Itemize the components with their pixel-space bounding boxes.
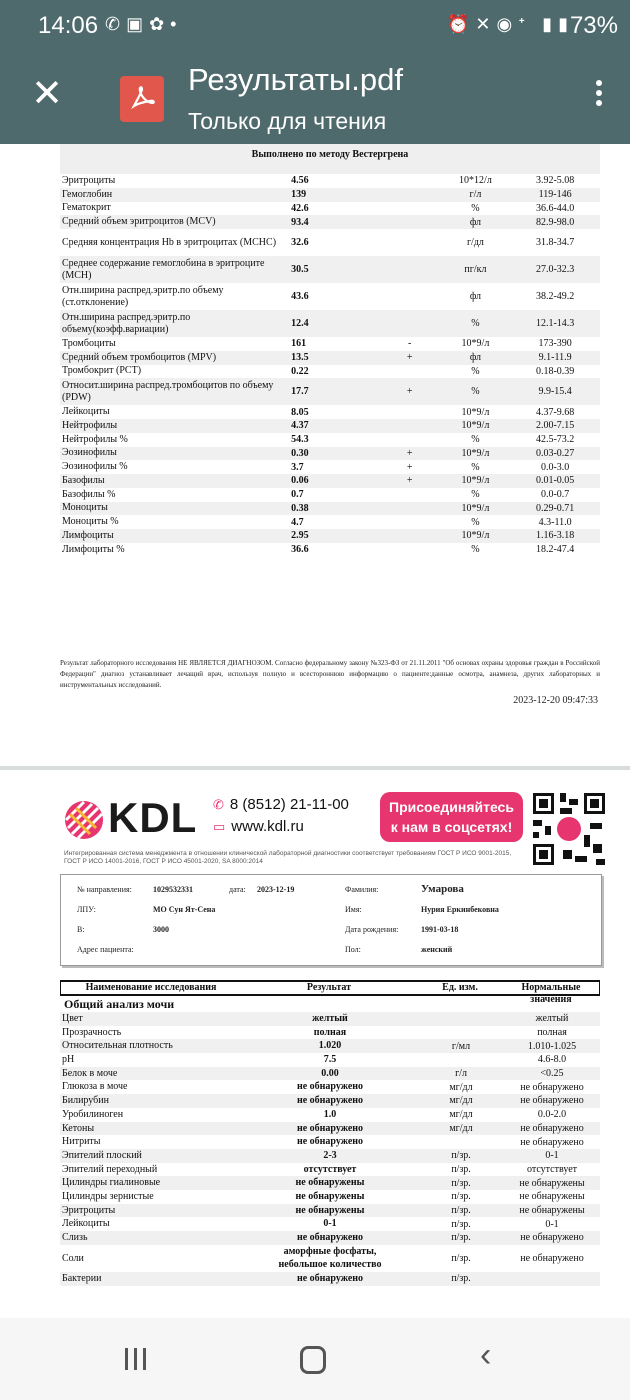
test-norm: 82.9-98.0: [535, 216, 575, 228]
patient-dob: 1991-03-18: [421, 925, 459, 934]
test-norm: 0.03-0.27: [535, 447, 575, 459]
test-unit: 10*9/л: [461, 475, 490, 487]
test-value: не обнаружены: [295, 1204, 365, 1216]
test-name: Слизь: [62, 1232, 88, 1243]
table-row: [60, 1217, 600, 1231]
recent-apps-icon[interactable]: [125, 1348, 152, 1375]
test-norm: 9.9-15.4: [538, 386, 572, 398]
table-row: [60, 1094, 600, 1108]
patient-name: Нурия Еркинбековна: [421, 905, 499, 914]
lpu-value: МО Сун Ят-Сена: [153, 905, 216, 914]
test-value: 1.020: [318, 1040, 342, 1052]
test-norm: 4.37-9.68: [535, 406, 575, 418]
test-name: Кетоны: [62, 1122, 95, 1134]
referral-date: 2023-12-19: [257, 885, 295, 894]
pdf-page-1: [0, 144, 630, 766]
table-row: [60, 1122, 600, 1136]
test-unit: мг/дл: [449, 1081, 473, 1093]
test-value: 32.6: [291, 237, 309, 248]
table-row: [60, 229, 600, 256]
test-norm: не обнаружено: [520, 1136, 584, 1148]
test-value: 0.00: [321, 1067, 339, 1079]
test-name: Уробилиноген: [62, 1108, 124, 1120]
section-title: Общий анализ мочи: [64, 997, 175, 1011]
test-norm: полная: [537, 1027, 567, 1039]
test-value: не обнаружены: [295, 1177, 365, 1189]
table-row: [60, 502, 600, 516]
doctor-value: 3000: [153, 925, 169, 934]
table-row: [60, 310, 600, 337]
test-value: аморфные фосфаты, небольшое количество: [278, 1245, 382, 1271]
test-value: 2-3: [323, 1149, 337, 1161]
test-unit: г/мл: [451, 1040, 471, 1052]
table-row: [60, 378, 600, 405]
patient-surname: Умарова: [421, 883, 464, 895]
test-norm: 0.01-0.05: [535, 475, 575, 487]
test-norm: <0.25: [540, 1068, 564, 1080]
test-name: pH: [62, 1054, 75, 1066]
test-value: 0.7: [291, 489, 304, 501]
test-name: Нитриты: [62, 1136, 101, 1148]
test-norm: 4.6-8.0: [537, 1054, 567, 1066]
test-name: Относит.ширина распред.тромбоцитов по объему (PDW): [62, 379, 274, 403]
back-icon[interactable]: ‹: [480, 1336, 492, 1374]
test-unit: п/зр.: [451, 1163, 471, 1175]
table-row: [60, 1149, 600, 1163]
test-norm: 173-390: [538, 338, 572, 350]
document-subtitle: Только для чтения: [188, 108, 387, 134]
test-value: 7.5: [323, 1054, 337, 1066]
test-name: Соли: [62, 1252, 84, 1264]
disclaimer: Результат лабораторного исследования НЕ ЯВЛЯЕТСЯ ДИАГНОЗОМ. Согласно федеральному закону №323-ФЗ от 21.11.2011 "Об основах охраны здоровья граждан в Российской Федерации" диагноз устанавливает лечащий врач, используя полную и всестороннюю информацию о пациенте:данные осмотра, анамнеза, других лабораторных и инструментальных исследований.: [60, 659, 600, 689]
status-time: 14:06: [38, 12, 99, 39]
test-value: 54.3: [291, 434, 309, 446]
more-vert-icon[interactable]: [594, 76, 604, 116]
test-unit: 10*9/л: [461, 406, 490, 418]
table-row: [60, 283, 600, 310]
test-name: Отн.ширина распред.эритр.по объему (ст.отклонение): [62, 284, 224, 308]
test-norm: не обнаружено: [520, 1232, 584, 1244]
test-name: Лимфоциты: [62, 529, 114, 541]
test-name: Прозрачность: [62, 1026, 122, 1038]
table-row: [60, 1176, 600, 1190]
table-row: [60, 1053, 600, 1067]
test-name: Билирубин: [62, 1095, 109, 1107]
test-value: 36.6: [291, 544, 309, 556]
table-row: [60, 447, 600, 461]
test-norm: 0.0-0.7: [540, 489, 570, 501]
test-norm: желтый: [535, 1013, 569, 1025]
patient-sex: женский: [421, 945, 453, 954]
test-norm: 36.6-44.0: [535, 202, 575, 214]
test-name: Эозинофилы: [62, 447, 117, 459]
test-flag: +: [406, 352, 413, 364]
test-unit: 10*12/л: [459, 175, 492, 187]
test-value: не обнаружено: [296, 1136, 364, 1148]
test-norm: не обнаружено: [520, 1252, 584, 1264]
method-note: Выполнено по методу Вестергрена: [60, 144, 600, 174]
test-unit: мг/дл: [449, 1109, 473, 1121]
test-flag: +: [406, 475, 413, 487]
test-value: не обнаружено: [296, 1081, 364, 1093]
table-row: [60, 1204, 600, 1218]
test-value: 43.6: [291, 291, 309, 302]
test-value: 1.0: [323, 1108, 337, 1120]
patient-info-box: № направления: 1029532331 дата: 2023-12-19 Фамилия: Умарова ЛПУ: МО Сун Ят-Сена Имя: Нурия Еркинбековна В: 3000 Дата рождения: 1991-03-18 Адрес пациента: Пол: женский: [60, 874, 602, 966]
test-name: Тромбокрит (PCT): [62, 365, 142, 377]
social-promo-banner: Присоединяйтесь к нам в соцсетях!: [380, 792, 523, 842]
table-row: [60, 365, 600, 379]
test-norm: 18.2-47.4: [535, 544, 575, 556]
table-row: [60, 351, 600, 365]
test-unit: п/зр.: [451, 1204, 471, 1216]
test-unit: пг/кл: [464, 264, 487, 275]
test-value: не обнаружены: [295, 1190, 365, 1202]
test-flag: +: [406, 447, 413, 459]
test-name: Средняя концентрация Hb в эритроцитах (MCHC): [62, 236, 277, 248]
table-row: [60, 474, 600, 488]
table-row: [60, 174, 600, 188]
test-unit: %: [471, 461, 480, 473]
brand-logo-text: KDL: [108, 794, 198, 841]
test-name: Базофилы %: [62, 488, 116, 500]
test-norm: не обнаружены: [519, 1177, 585, 1189]
test-unit: п/зр.: [451, 1218, 471, 1230]
test-name: Эритроциты: [62, 174, 116, 186]
table-row: [60, 1108, 600, 1122]
home-icon[interactable]: [300, 1346, 326, 1374]
test-name: Эритроциты: [62, 1204, 116, 1216]
table-row: [60, 1012, 600, 1026]
test-norm: 0.18-0.39: [535, 365, 575, 377]
table-row: [60, 256, 600, 283]
test-name: Лимфоциты %: [62, 543, 125, 555]
test-value: полная: [313, 1026, 347, 1038]
table-row: [60, 488, 600, 502]
pdf-file-icon: [120, 76, 164, 122]
test-value: 2.95: [291, 530, 309, 542]
pdf-page-2: [0, 770, 630, 1318]
contact-site: ▭ www.kdl.ru: [213, 818, 304, 835]
test-name: Цилиндры зернистые: [62, 1190, 154, 1202]
phone-icon: ✆: [213, 797, 224, 812]
status-bar: [0, 0, 630, 52]
test-name: Эозинофилы %: [62, 461, 128, 473]
table-row: [60, 215, 600, 229]
system-nav-bar: [0, 1318, 630, 1400]
test-name: Бактерии: [62, 1273, 102, 1285]
kdl-logo-icon: [64, 800, 104, 840]
test-unit: %: [471, 318, 480, 329]
test-name: Глюкоза в моче: [62, 1081, 128, 1093]
test-value: не обнаружено: [296, 1273, 364, 1285]
test-unit: %: [471, 516, 480, 528]
table-row: [60, 460, 600, 474]
table-row: [60, 1080, 600, 1094]
test-name: Эпителий переходный: [62, 1163, 158, 1175]
test-unit: 10*9/л: [461, 338, 490, 350]
test-norm: 2.00-7.15: [535, 420, 575, 432]
table-row: [60, 1272, 600, 1286]
test-value: 93.4: [291, 216, 309, 228]
table-row: [60, 515, 600, 529]
table-row: [60, 1026, 600, 1040]
test-norm: 0.0-2.0: [537, 1109, 567, 1121]
test-name: Моноциты %: [62, 516, 119, 528]
table-row: [60, 1163, 600, 1177]
test-flag: +: [406, 386, 413, 398]
test-norm: 12.1-14.3: [535, 318, 575, 329]
test-unit: фл: [469, 216, 482, 228]
test-flag: -: [408, 338, 412, 350]
test-name: Нейтрофилы: [62, 419, 118, 431]
test-unit: мг/дл: [449, 1122, 473, 1134]
contact-phone: ✆ 8 (8512) 21-11-00: [213, 796, 349, 813]
table-row: [60, 1135, 600, 1149]
test-name: Тромбоциты: [62, 337, 116, 349]
test-value: отсутствует: [303, 1163, 357, 1175]
test-norm: 38.2-49.2: [535, 291, 575, 302]
table-row: [60, 529, 600, 543]
test-name: Цвет: [62, 1013, 83, 1024]
table-row: [60, 405, 600, 419]
table-row: [60, 1190, 600, 1204]
test-unit: 10*9/л: [461, 447, 490, 459]
test-unit: п/зр.: [451, 1150, 471, 1162]
test-unit: п/зр.: [451, 1191, 471, 1203]
test-norm: отсутствует: [526, 1163, 578, 1175]
table-row: [60, 1039, 600, 1053]
table-row: [60, 1067, 600, 1081]
test-name: Лейкоциты: [62, 406, 110, 418]
test-norm: 0-1: [545, 1150, 559, 1162]
battery-percent: 73%: [569, 12, 618, 39]
test-value: 161: [291, 338, 307, 350]
test-value: желтый: [312, 1013, 348, 1024]
test-value: 30.5: [291, 264, 309, 275]
system-icons: ⏰✕◉ᐩ ▮▮: [446, 14, 574, 34]
urine-test-table: [60, 980, 600, 1286]
test-value: 42.6: [291, 202, 309, 214]
test-unit: фл: [469, 352, 482, 364]
test-unit: г/л: [469, 189, 482, 201]
test-name: Отн.ширина распред.эритр.по объему(коэфф.вариации): [62, 311, 191, 335]
table-row: [60, 543, 600, 557]
test-name: Нейтрофилы %: [62, 433, 128, 445]
test-unit: 10*9/л: [461, 502, 490, 514]
test-unit: %: [471, 544, 480, 556]
table-row: [60, 188, 600, 202]
test-name: Эпителий плоский: [62, 1149, 142, 1161]
table-row: [60, 1231, 600, 1245]
monitor-icon: ▭: [213, 819, 226, 834]
test-value: 4.37: [291, 420, 309, 432]
test-value: не обнаружено: [296, 1122, 364, 1134]
test-norm: 119-146: [538, 189, 572, 201]
test-value: 0.30: [291, 447, 309, 459]
test-value: 139: [291, 189, 307, 201]
table-row: [60, 419, 600, 433]
test-unit: п/зр.: [451, 1177, 471, 1189]
test-unit: %: [471, 386, 480, 398]
test-norm: 1.010-1.025: [527, 1040, 577, 1052]
test-norm: 1.16-3.18: [535, 530, 575, 542]
document-title: Результаты.pdf: [188, 62, 403, 97]
test-norm: не обнаружено: [520, 1095, 584, 1107]
test-value: 8.05: [291, 406, 309, 418]
test-value: 4.7: [291, 516, 304, 528]
test-name: Относительная плотность: [62, 1040, 173, 1052]
qr-code-icon: [530, 790, 608, 868]
test-value: 13.5: [291, 352, 309, 364]
test-value: не обнаружено: [296, 1232, 364, 1243]
test-unit: %: [471, 202, 480, 214]
test-norm: 0.0-3.0: [540, 461, 570, 473]
test-unit: г/дл: [466, 237, 484, 248]
table-row: [60, 337, 600, 351]
test-norm: 4.3-11.0: [538, 516, 572, 528]
table-row: [60, 1245, 600, 1272]
test-value: 12.4: [291, 318, 309, 329]
referral-number: 1029532331: [153, 885, 193, 894]
test-unit: п/зр.: [451, 1252, 471, 1264]
test-unit: %: [471, 434, 480, 446]
test-name: Среднее содержание гемоглобина в эритроците (MCH): [62, 257, 265, 281]
test-name: Белок в моче: [62, 1067, 118, 1079]
test-unit: п/зр.: [451, 1232, 471, 1244]
table-row: [60, 202, 600, 216]
test-value: 0.38: [291, 502, 309, 514]
table-header: Наименование исследования Результат Ед. изм. Нормальные значения: [60, 980, 600, 996]
test-name: Базофилы: [62, 474, 105, 486]
test-name: Цилиндры гиалиновые: [62, 1177, 161, 1189]
iso-certification-note: Интегрированная система менеджмента в отношении клинической лабораторной диагностики соответствует требованиям ГОСТ Р ИСО 9001-2015, ГОСТ Р ИСО 14001-2016, ГОСТ Р ИСО 45001-2020, SA 8000:2014: [64, 850, 512, 865]
test-value: 0.06: [291, 475, 309, 487]
test-unit: %: [471, 365, 480, 377]
test-unit: мг/дл: [449, 1095, 473, 1107]
test-norm: 3.92-5.08: [535, 175, 575, 187]
test-norm: 27.0-32.3: [535, 264, 575, 275]
test-unit: п/зр.: [451, 1273, 471, 1285]
test-norm: не обнаружены: [519, 1204, 585, 1216]
test-norm: 0.29-0.71: [535, 502, 575, 514]
test-unit: фл: [469, 291, 482, 302]
test-value: 0-1: [323, 1218, 337, 1230]
table-row: [60, 433, 600, 447]
test-unit: г/л: [455, 1068, 467, 1080]
test-norm: 0-1: [545, 1218, 559, 1230]
test-name: Гематокрит: [62, 202, 111, 214]
test-norm: не обнаружено: [520, 1081, 584, 1093]
test-name: Гемоглобин: [62, 188, 113, 200]
timestamp: 2023-12-20 09:47:33: [513, 695, 598, 706]
test-name: Средний объем тромбоцитов (MPV): [62, 351, 217, 363]
test-unit: 10*9/л: [461, 420, 490, 432]
test-name: Моноциты: [62, 502, 108, 514]
test-norm: 42.5-73.2: [535, 434, 575, 446]
test-name: Лейкоциты: [62, 1218, 110, 1230]
test-unit: 10*9/л: [461, 530, 490, 542]
test-value: 0.22: [291, 365, 309, 377]
blood-test-table: [60, 144, 600, 557]
test-norm: 31.8-34.7: [535, 237, 575, 248]
test-value: 4.56: [291, 175, 309, 187]
test-unit: %: [471, 489, 480, 501]
test-value: не обнаружено: [296, 1095, 364, 1107]
test-name: Средний объем эритроцитов (MCV): [62, 216, 216, 228]
notification-icons: ✆▣✿•: [105, 14, 183, 34]
close-icon[interactable]: ✕: [31, 73, 63, 115]
test-norm: 9.1-11.9: [538, 352, 572, 364]
test-flag: +: [406, 461, 413, 473]
test-norm: не обнаружены: [519, 1191, 585, 1203]
test-value: 3.7: [291, 461, 304, 473]
test-norm: не обнаружено: [520, 1122, 584, 1134]
test-value: 17.7: [291, 386, 309, 398]
app-bar: [0, 52, 630, 144]
